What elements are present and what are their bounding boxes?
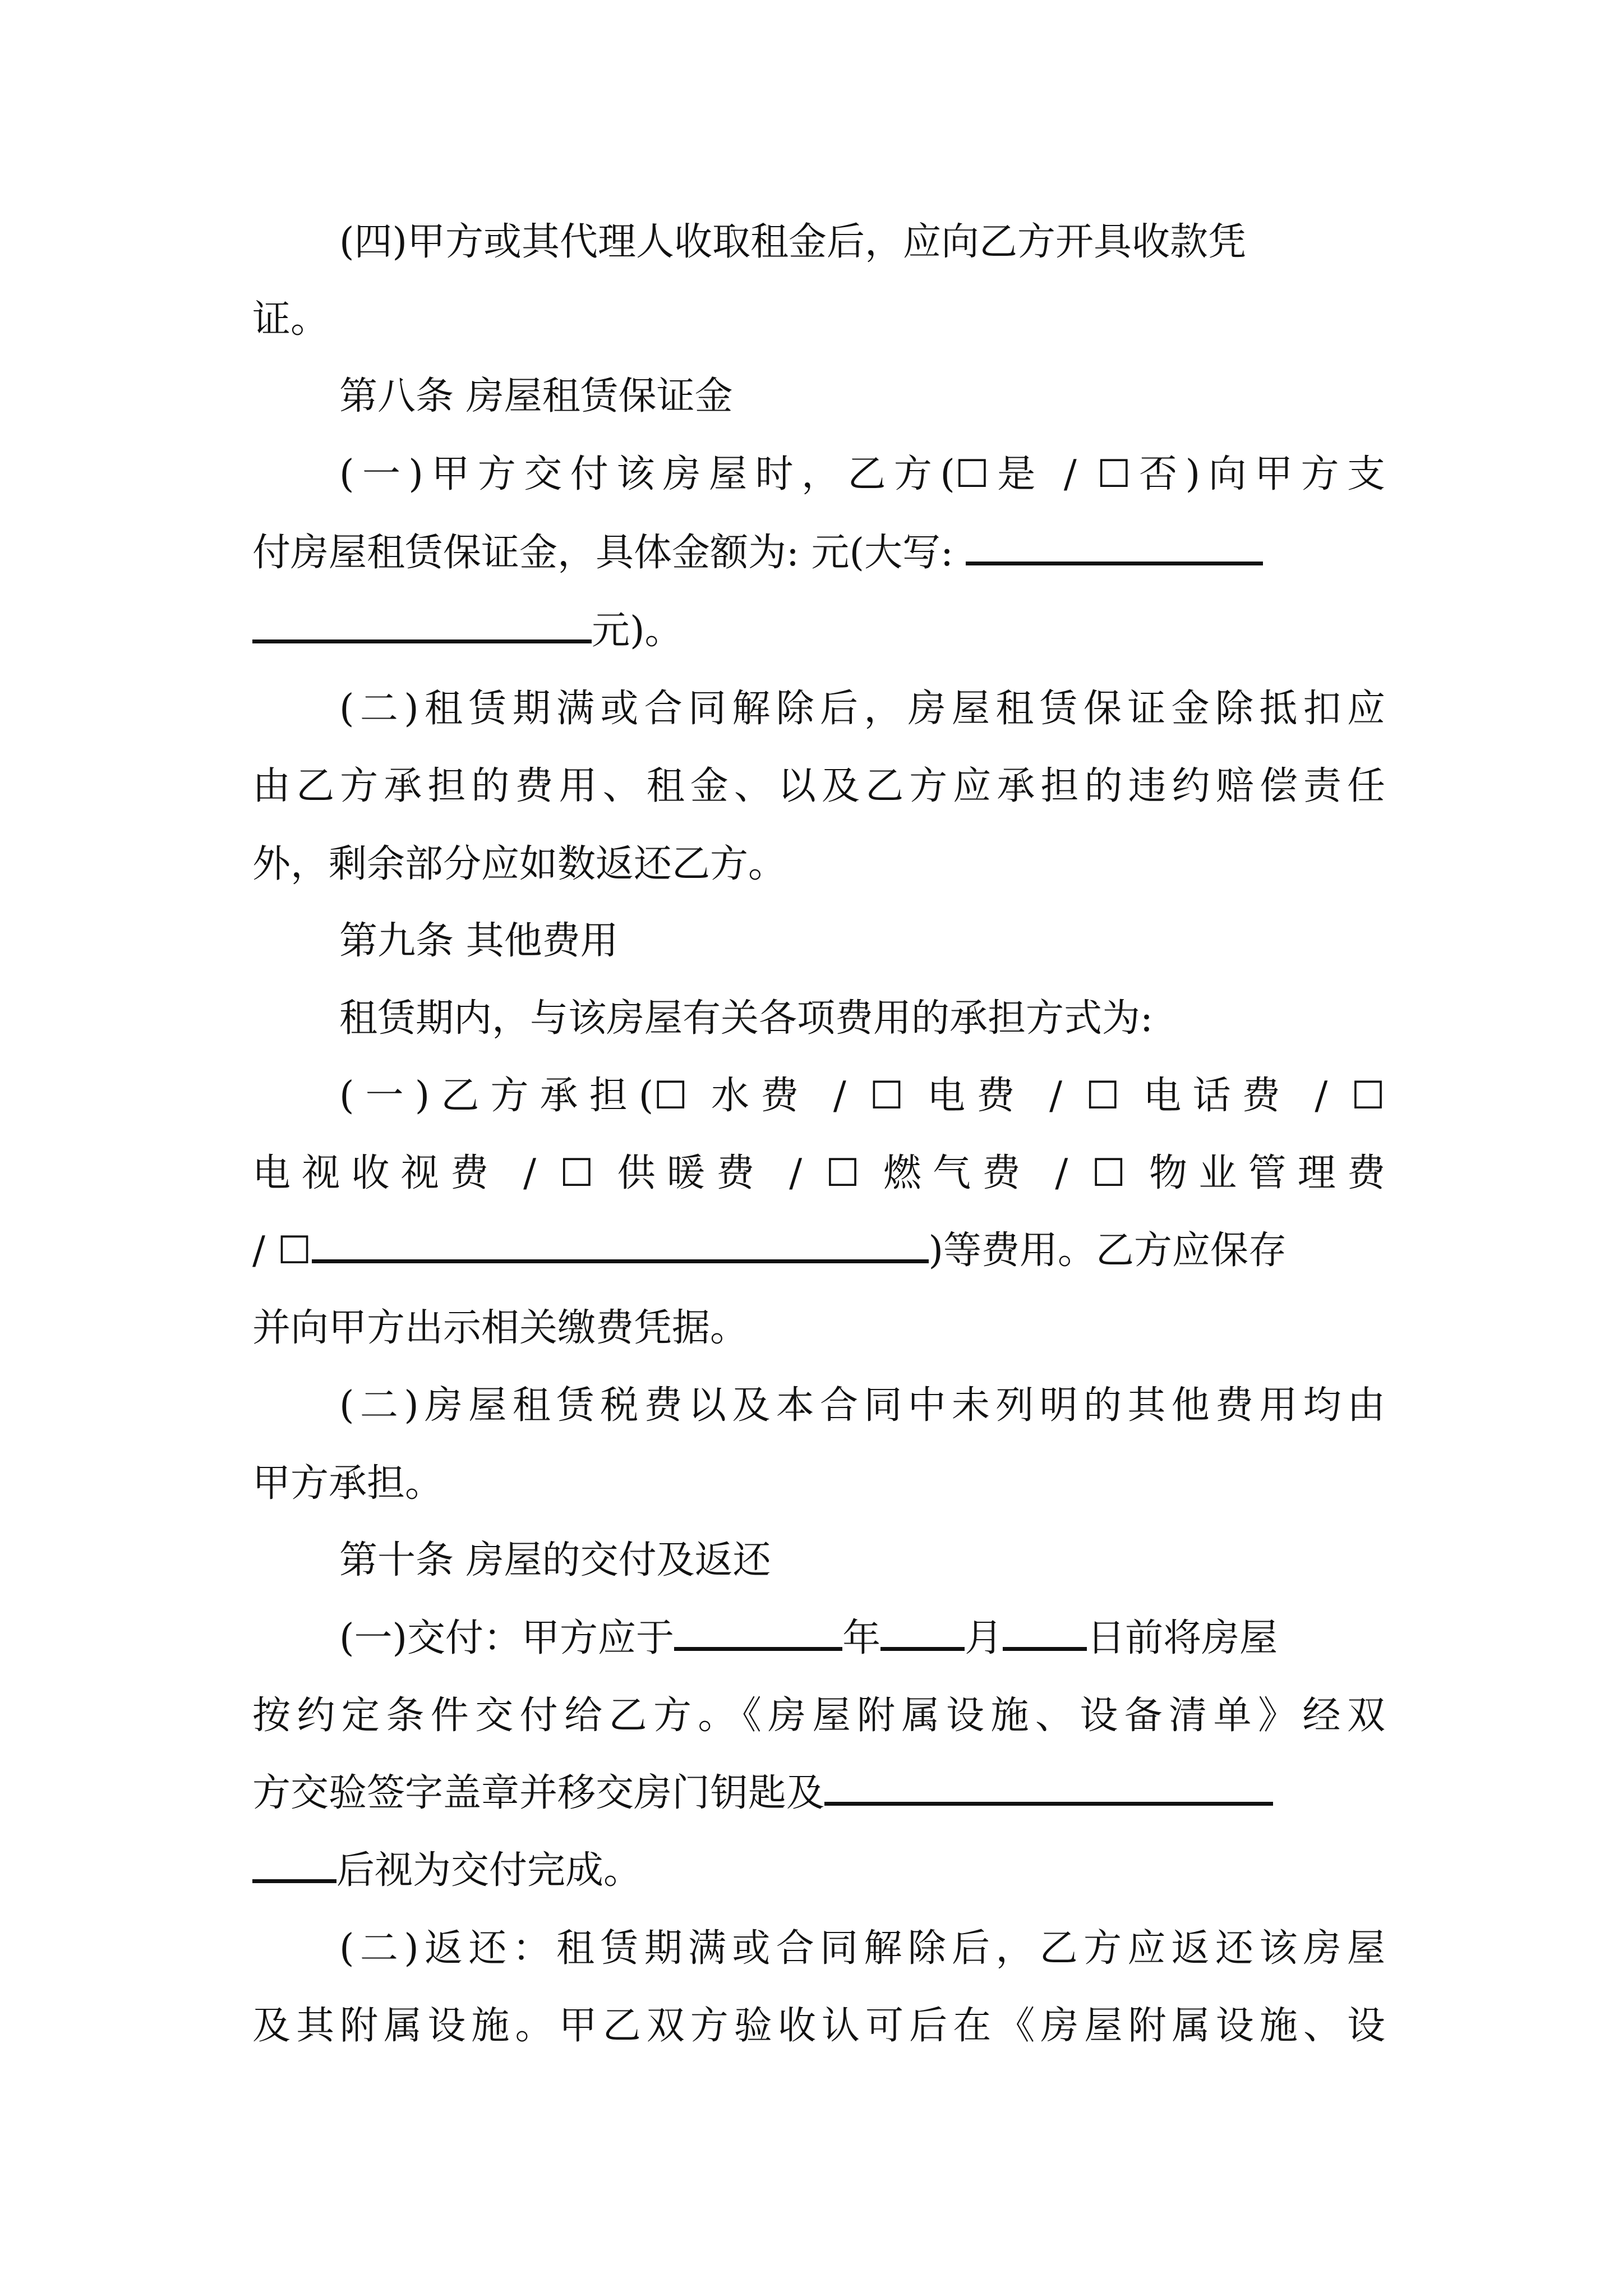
art9-intro: 租赁期内，与该房屋有关各项费用的承担方式为:	[339, 996, 1153, 1041]
art8-para1-line-1: (一)甲方交付该房屋时，乙方(☐是 / ☐否)向甲方支	[339, 452, 1385, 496]
art8-para1-line-3	[252, 609, 1385, 654]
handover-items-blank[interactable]	[824, 1773, 1273, 1806]
other-fees-blank[interactable]	[312, 1230, 929, 1263]
art10-para1-line-1	[339, 1616, 1385, 1661]
art8-para2-line-3: 外，剩余部分应如数返还乙方。	[252, 842, 787, 886]
art10-para1-line-3	[252, 1771, 1385, 1816]
art9-para1-line-4: 并向甲方出示相关缴费凭据。	[252, 1306, 749, 1350]
art8-para1-line-2	[252, 531, 1385, 576]
art8-para1-line-3-text: 元)。	[592, 609, 683, 653]
art9-para2-line-1: (二)房屋租赁税费以及本合同中未列明的其他费用均由	[339, 1383, 1385, 1428]
handover-items-blank-continued[interactable]	[252, 1850, 336, 1883]
para-4-line-2: 证。	[252, 297, 329, 342]
art9-para1-line-3	[252, 1228, 1385, 1273]
art9-para1-line-3-text-a: / ☐	[252, 1228, 312, 1273]
month-label: 月	[965, 1616, 1003, 1660]
year-label: 年	[842, 1616, 881, 1660]
art8-para1-line-2-text: 付房屋租赁保证金，具体金额为: 元(大写:	[252, 531, 966, 575]
art10-para1-line-4	[252, 1848, 1385, 1893]
delivery-day-blank[interactable]	[1003, 1618, 1087, 1651]
amount-in-words-blank-continued[interactable]	[252, 610, 592, 643]
delivery-month-blank[interactable]	[880, 1618, 965, 1651]
art10-para1-line-3-text: 方交验签字盖章并移交房门钥匙及	[252, 1771, 825, 1815]
art9-para1-line-1: (一)乙方承担(☐ 水费 / ☐ 电费 / ☐ 电话费 / ☐	[339, 1074, 1385, 1118]
delivery-year-blank[interactable]	[674, 1618, 842, 1651]
art10-para2-line-1: (二)返还：租赁期满或合同解除后，乙方应返还该房屋	[339, 1926, 1385, 1971]
art10-para1-line-4-text: 后视为交付完成。	[336, 1848, 642, 1893]
art10-para1-text-a: (一)交付：甲方应于	[339, 1616, 675, 1660]
art8-para2-line-1: (二)租赁期满或合同解除后，房屋租赁保证金除抵扣应	[339, 687, 1385, 731]
para-4-line-1: (四)甲方或其代理人收取租金后，应向乙方开具收款凭	[339, 220, 1247, 264]
art9-para1-line-3-text-b: )等费用。乙方应保存	[928, 1228, 1287, 1273]
article-8-heading: 第八条 房屋租赁保证金	[339, 374, 733, 418]
article-10-heading: 第十条 房屋的交付及返还	[339, 1538, 771, 1582]
art8-para2-line-2: 由乙方承担的费用、租金、以及乙方应承担的违约赔偿责任	[252, 764, 1385, 808]
art10-para2-line-2: 及其附属设施。甲乙双方验收认可后在《房屋附属设施、设	[252, 2004, 1385, 2048]
art10-para1-line-2: 按约定条件交付给乙方。《房屋附属设施、设备清单》经双	[252, 1694, 1385, 1738]
amount-in-words-blank[interactable]	[966, 532, 1263, 565]
art10-para1-text-d: 日前将房屋	[1087, 1616, 1278, 1660]
article-9-heading: 第九条 其他费用	[339, 919, 619, 963]
art9-para2-line-2: 甲方承担。	[252, 1461, 444, 1506]
art9-para1-line-2: 电视收视费 / ☐ 供暖费 / ☐ 燃气费 / ☐ 物业管理费	[252, 1151, 1385, 1195]
